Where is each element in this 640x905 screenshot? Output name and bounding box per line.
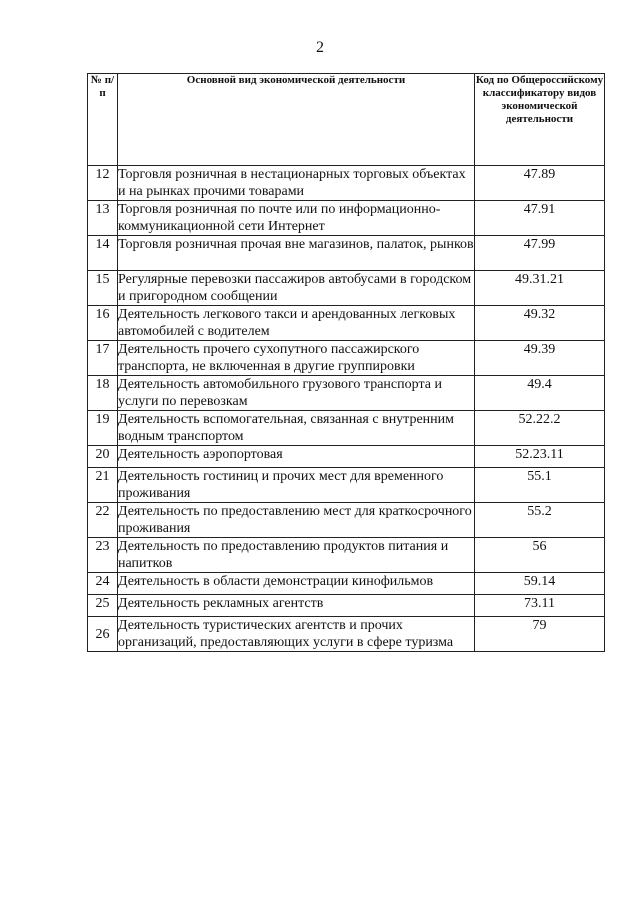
table-row (88, 538, 605, 573)
row-code: 56 (475, 538, 605, 573)
row-number: 16 (88, 306, 118, 341)
row-number: 17 (88, 341, 118, 376)
row-code: 52.23.11 (475, 446, 605, 468)
row-code: 59.14 (475, 573, 605, 595)
activities-table (87, 73, 605, 652)
row-code: 47.89 (475, 166, 605, 201)
row-activity: Деятельность гостиниц и прочих мест для временного проживания (118, 468, 475, 503)
row-number: 25 (88, 595, 118, 617)
header-activity: Основной вид экономической деятельности (118, 74, 475, 166)
row-code: 47.99 (475, 236, 605, 271)
row-activity: Деятельность в области демонстрации кинофильмов (118, 573, 475, 595)
row-code: 79 (475, 617, 605, 652)
row-number: 13 (88, 201, 118, 236)
table-row (88, 573, 605, 595)
row-number: 23 (88, 538, 118, 573)
row-activity: Торговля розничная прочая вне магазинов, палаток, рынков (118, 236, 475, 271)
row-activity: Деятельность по предоставлению мест для краткосрочного проживания (118, 503, 475, 538)
row-activity: Деятельность вспомогательная, связанная с внутренним водным транспортом (118, 411, 475, 446)
row-number: 21 (88, 468, 118, 503)
row-number: 14 (88, 236, 118, 271)
row-number: 22 (88, 503, 118, 538)
row-number: 26 (88, 617, 118, 652)
table-row (88, 468, 605, 503)
row-activity: Деятельность аэропортовая (118, 446, 475, 468)
table-row (88, 595, 605, 617)
row-number: 12 (88, 166, 118, 201)
row-activity: Деятельность легкового такси и арендованных легковых автомобилей с водителем (118, 306, 475, 341)
row-code: 73.11 (475, 595, 605, 617)
table-row (88, 503, 605, 538)
row-activity: Деятельность прочего сухопутного пассажирского транспорта, не включенная в другие группировки (118, 341, 475, 376)
row-activity: Торговля розничная в нестационарных торговых объектах и на рынках прочими товарами (118, 166, 475, 201)
header-code: Код по Общероссийскому классификатору видов экономической деятельности (475, 74, 605, 166)
table-row (88, 446, 605, 468)
table-row (88, 271, 605, 306)
page-number: 2 (316, 39, 324, 56)
row-number: 20 (88, 446, 118, 468)
row-activity: Деятельность по предоставлению продуктов питания и напитков (118, 538, 475, 573)
row-activity: Торговля розничная по почте или по информационно-коммуникационной сети Интернет (118, 201, 475, 236)
row-code: 49.31.21 (475, 271, 605, 306)
row-activity: Деятельность автомобильного грузового транспорта и услуги по перевозкам (118, 376, 475, 411)
table-row (88, 617, 605, 652)
table-header-row (88, 74, 605, 166)
row-activity: Деятельность рекламных агентств (118, 595, 475, 617)
table-row (88, 411, 605, 446)
row-code: 49.4 (475, 376, 605, 411)
row-code: 49.32 (475, 306, 605, 341)
table-row (88, 341, 605, 376)
row-number: 15 (88, 271, 118, 306)
table-row (88, 201, 605, 236)
table-row (88, 166, 605, 201)
row-number: 19 (88, 411, 118, 446)
header-number: № п/п (88, 74, 118, 166)
row-code: 55.2 (475, 503, 605, 538)
row-code: 47.91 (475, 201, 605, 236)
row-code: 55.1 (475, 468, 605, 503)
row-code: 49.39 (475, 341, 605, 376)
row-number: 18 (88, 376, 118, 411)
table-row (88, 376, 605, 411)
table-row (88, 236, 605, 271)
table-row (88, 306, 605, 341)
row-activity: Регулярные перевозки пассажиров автобусами в городском и пригородном сообщении (118, 271, 475, 306)
row-code: 52.22.2 (475, 411, 605, 446)
row-number: 24 (88, 573, 118, 595)
row-activity: Деятельность туристических агентств и прочих организаций, предоставляющих услуги в сфере туризма (118, 617, 475, 652)
